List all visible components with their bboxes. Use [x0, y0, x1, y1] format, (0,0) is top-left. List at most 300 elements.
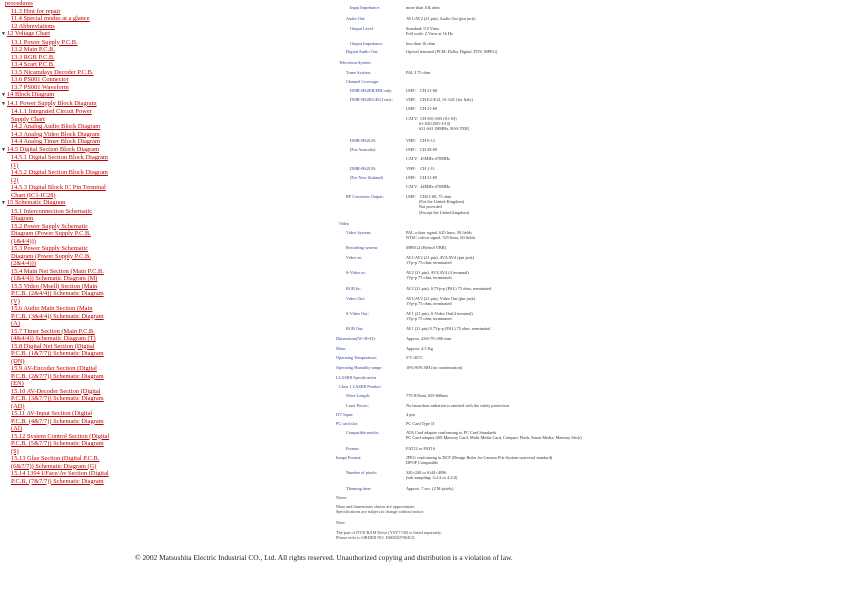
bookmark-text: P.C.B. (7&7/7)) Schematic Diagram [11, 477, 104, 485]
spec-label: LLASER Specification [336, 375, 376, 380]
spec-value: Optical terminal (PCM, Dolby Digital, DTS, MPEG) [406, 49, 498, 54]
spec-label: Image Format: [336, 455, 362, 460]
spec-value: PC Card Type II [406, 421, 435, 426]
spec-label: (For New Zealand) [350, 175, 383, 180]
bookmark-text: 14.5 Digital Section Block Diagram [6, 145, 100, 153]
spec-label: Video System: [346, 230, 372, 235]
bookmark-label[interactable] [11, 328, 118, 336]
bookmark-label-cont[interactable] [11, 350, 118, 358]
spec-row [336, 393, 591, 398]
spec-label: RGB In: [346, 286, 361, 291]
spec-label: (For Australia) [350, 147, 376, 152]
bookmark-text: (1&4/4)) Schematic Diagram (M) [11, 275, 98, 282]
bookmark-item[interactable] [0, 84, 118, 92]
bookmark-label-cont[interactable] [11, 275, 118, 283]
expand-triangle-icon[interactable]: ▼ [1, 201, 6, 206]
spec-value: FAT12 or FAT16 [406, 446, 435, 451]
spec-row [336, 296, 591, 306]
spec-row [336, 147, 591, 152]
bookmark-text: (1) [11, 161, 19, 169]
bookmark-text: 11.4 Special modes at a glance [11, 15, 90, 22]
bookmark-label[interactable] [5, 0, 118, 8]
spec-page [336, 0, 596, 560]
spec-label: Operating Humidity range: [336, 365, 383, 370]
bookmark-label[interactable] [11, 8, 118, 16]
spec-value: 775-815nm, 655-666nm [406, 393, 448, 398]
bookmark-item[interactable] [0, 76, 118, 84]
spec-label: Number of pixels: [346, 470, 378, 475]
spec-value: ATA Card adapter conforming to PC Card Standards PC Card adapter (SD Memory Card, Multi Media Card, Compact Flash, Smart Media, Memory Stick) [406, 430, 582, 441]
bookmark-item[interactable] [0, 283, 118, 306]
spec-row [336, 455, 591, 465]
spec-row [336, 79, 591, 84]
spec-row [336, 311, 591, 321]
bookmark-label-cont[interactable] [11, 448, 118, 456]
bookmark-label[interactable] [11, 69, 118, 77]
bookmark-label-cont[interactable] [11, 177, 118, 185]
spec-label: DV Input: [336, 412, 354, 417]
bookmark-text: P.C.B. (1&7/7)) Schematic Diagram [11, 350, 104, 357]
spec-value: AV1 (21 pin) 0.7Vp-p (PAL) 75 ohm, terminated [406, 326, 491, 331]
spec-row [336, 60, 591, 65]
spec-value: AV1/AV2 (21 pin), Audio Out (pin jack) [406, 16, 476, 21]
bookmark-label-cont[interactable] [11, 290, 118, 298]
spec-row [336, 384, 591, 389]
spec-label: Input Impedance: [350, 5, 381, 10]
bookmark-label-cont[interactable] [11, 298, 118, 306]
bookmark-text: 15 Schematic Diagram [6, 199, 66, 206]
spec-row [336, 336, 591, 341]
spec-value: UHF: CH21-68, 75 ohm (For the United Kingdom) Not provided (Except the United kingdom) [406, 194, 470, 215]
bookmark-item[interactable] [0, 184, 118, 199]
bookmark-label-cont[interactable] [11, 463, 118, 471]
spec-value: 320×240 to 6144×4096 (sub sampling: 4:2:2 or 4:2:0) [406, 470, 458, 481]
bookmark-item[interactable] [0, 268, 118, 283]
bookmark-label[interactable] [11, 76, 118, 84]
bookmark-label-cont[interactable] [11, 478, 118, 486]
spec-row [336, 421, 591, 426]
bookmark-label[interactable] [11, 54, 118, 62]
spec-value: UHF: CH 21-69 [406, 175, 438, 180]
bookmark-label[interactable] [11, 138, 118, 146]
bookmark-text: (2&4/4))) [11, 260, 36, 267]
spec-row [336, 470, 591, 480]
bookmark-item[interactable] [0, 146, 118, 155]
bookmark-text: 13.6 PS001 Connector [11, 76, 69, 83]
spec-value: more than 10k ohm [406, 5, 440, 10]
spec-row [336, 26, 591, 36]
bookmark-label[interactable] [11, 61, 118, 69]
spec-row [336, 166, 591, 171]
bookmark-item[interactable] [0, 365, 118, 388]
bookmark-text: 15.9 AV-Encoder Section (Digital [11, 365, 97, 372]
bookmark-text: 14 Block Diagram [6, 91, 55, 98]
bookmark-label-cont[interactable] [11, 253, 118, 261]
bookmark-label[interactable] [1, 100, 118, 109]
bookmark-text: Supply Chart [11, 115, 45, 123]
bookmark-label[interactable] [11, 39, 118, 47]
bookmark-text: Diagram (Power Supply P.C.B. [11, 230, 91, 237]
bookmark-label-cont[interactable] [11, 320, 118, 328]
spec-value: AV1 (21 pin), S-Video Out(4 terminal) 1Vp-p 75 ohm, terminated [406, 311, 473, 322]
spec-value: VHF: CH 0-12 [406, 138, 436, 143]
bookmark-text: 15.5 Video (Msell) Section (Main [11, 282, 98, 290]
bookmark-label[interactable] [11, 410, 118, 418]
spec-row [336, 156, 591, 161]
spec-value: CATV: 44MHz-470MHz [406, 184, 451, 189]
spec-label: Tuner System: [346, 70, 372, 75]
bookmark-label-cont[interactable] [11, 373, 118, 381]
spec-label: Video in: [346, 255, 362, 260]
bookmarks-sidebar [0, 0, 118, 595]
expand-triangle-icon[interactable]: ▼ [1, 147, 6, 153]
bookmark-label[interactable] [11, 123, 118, 131]
spec-value: 4 pin [406, 412, 415, 417]
bookmark-label-cont[interactable] [11, 192, 118, 200]
spec-value: JPEG conforming to DCF (Design Rules for Camera File System universal standard) DPOF Compatible [406, 455, 553, 466]
bookmark-item[interactable] [0, 138, 118, 146]
bookmark-text: P.C.B. (5&7/7)) Schematic Diagram [11, 440, 104, 447]
spec-row [336, 430, 591, 440]
bookmark-label[interactable] [11, 305, 118, 313]
bookmark-label[interactable] [11, 23, 118, 31]
spec-row [336, 41, 591, 46]
spec-label: Operating Temperature: [336, 355, 378, 360]
bookmark-text: (S) [11, 447, 19, 455]
bookmark-text: 15.2 Power Supply Schematic [11, 222, 89, 230]
spec-label: Compatible media: [346, 430, 379, 435]
bookmark-item[interactable] [0, 8, 118, 16]
bookmark-item[interactable] [0, 410, 118, 433]
bookmark-text: 15.12 System Control Section (Digital [11, 432, 110, 440]
spec-label: Class 1 LASER Product [339, 384, 381, 389]
expand-triangle-icon[interactable]: ▼ [1, 32, 6, 37]
spec-label: RGB Out: [346, 326, 364, 331]
spec-label: DMR-HS2EG/EGI only: [350, 97, 393, 102]
bookmark-list [0, 0, 118, 485]
spec-value: AV2 (21 pin), 0.7Vp-p (PAL) 75 ohm, terminated [406, 286, 492, 291]
bookmark-text: (6&7/7)) Schematic Diagram (G) [11, 462, 97, 470]
bookmark-label-cont[interactable] [11, 380, 118, 388]
bookmark-text: 13.4 Scart P.C.B. [11, 61, 55, 68]
bookmark-label[interactable] [1, 91, 118, 100]
expand-triangle-icon[interactable]: ▼ [1, 101, 6, 107]
bookmark-text: 12 Abbreviations [11, 22, 55, 30]
spec-row [336, 184, 591, 189]
bookmark-item[interactable] [0, 61, 118, 69]
bookmark-item[interactable] [0, 223, 118, 246]
note-text: Notes: [336, 495, 348, 500]
bookmark-item[interactable] [0, 30, 118, 39]
bookmark-label-cont[interactable] [11, 215, 118, 223]
spec-row [336, 5, 591, 10]
spec-value: CATV: CH S01-S05 (S1-S3) S1-S20 (M1-U10) S21-S41 [HMHz, BAS TER] [406, 116, 470, 132]
spec-row [336, 230, 591, 240]
spec-label: Digital Audio Out: [346, 49, 379, 54]
bookmark-item[interactable] [0, 46, 118, 54]
spec-label [336, 184, 406, 189]
bookmark-label[interactable] [11, 108, 118, 116]
bookmark-item[interactable] [0, 245, 118, 268]
bookmark-item[interactable] [0, 388, 118, 411]
spec-value: AV2 (21 pin), AV3/AV4 (4 terminal) 1Vp-p 75 ohm, terminated [406, 270, 469, 281]
bookmark-label-cont[interactable] [11, 358, 118, 366]
bookmark-text: (AD) [11, 402, 25, 410]
bookmark-label[interactable] [11, 223, 118, 231]
bookmark-text: 13.1 Power Supply P.C.B. [11, 38, 78, 46]
bookmark-text: Diagram [11, 215, 34, 222]
bookmark-text: Chart (IC1-IC28) [11, 191, 56, 199]
spec-row [336, 88, 591, 93]
spec-value: MPEG2 (Hybrid VBR) [406, 245, 447, 250]
bookmark-text: (EN) [11, 380, 24, 387]
bookmark-item[interactable] [0, 23, 118, 31]
bookmark-text: 15.13 Glue Section (Digital P.C.B. [11, 455, 100, 462]
spec-label: Audio Out: [346, 16, 366, 21]
bookmark-text: 12 Voltage Chart [6, 30, 51, 37]
spec-row [336, 97, 591, 102]
spec-row [336, 286, 591, 291]
bookmark-item[interactable] [0, 470, 118, 485]
bookmark-label[interactable] [11, 15, 118, 23]
bookmark-label[interactable] [11, 169, 118, 177]
bookmark-text: procedures [5, 0, 34, 7]
spec-label [336, 106, 406, 111]
bookmark-text: 15.6 Audio Main Section (Main [11, 305, 93, 312]
spec-row [336, 116, 591, 132]
spec-value: AV1/AV2 (21 pin), AV3/AV4 (pin jack) 1Vp-p 75 ohm, terminated [406, 255, 474, 266]
bookmark-text: 14.1.1 Integrated Circuit Power [11, 108, 92, 115]
spec-value: Approx. 4.5 Kg [406, 346, 433, 351]
bookmark-label[interactable] [11, 154, 118, 162]
spec-value: Approx. 7 sec. (2 M pixels) [406, 486, 454, 491]
bookmark-item[interactable] [0, 305, 118, 328]
spec-row [336, 70, 591, 75]
spec-value: Approx. 430×79×306 mm [406, 336, 452, 341]
bookmark-item[interactable] [0, 108, 118, 123]
bookmark-item[interactable] [0, 199, 118, 208]
bookmark-label[interactable] [11, 131, 118, 139]
bookmark-text: (V) [11, 297, 20, 305]
bookmark-label-cont[interactable] [11, 116, 118, 124]
bookmark-item[interactable] [0, 39, 118, 47]
spec-value: Standard: 0.5 Vrms Full scale: 2 Vrms at 1k Hz [406, 26, 453, 37]
spec-value: CATV: 45MHz-470MHz [406, 156, 451, 161]
bookmark-text: P.C.B. (2&4/4)) Schematic Diagram [11, 290, 104, 297]
spec-value: UHF: CH 28-69 [406, 147, 438, 152]
spec-label: Recording system: [346, 245, 379, 250]
spec-label [336, 116, 406, 132]
spec-value: AV1/AV2 (21 pin), Video Out (pin jack) 1Vp-p 75 ohm, terminated [406, 296, 476, 307]
spec-label [336, 156, 406, 161]
spec-label: Dimensions(W×H×D): [336, 336, 376, 341]
bookmark-item[interactable] [0, 15, 118, 23]
spec-row [336, 446, 591, 451]
bookmark-label-cont[interactable] [11, 395, 118, 403]
bookmark-text: 13.3 RGB P.C.B. [11, 53, 55, 61]
bookmark-item[interactable] [0, 91, 118, 100]
spec-label: Laser Power: [346, 403, 369, 408]
bookmark-label[interactable] [11, 84, 118, 92]
bookmark-label-cont[interactable] [11, 162, 118, 170]
bookmark-item[interactable] [0, 100, 118, 109]
spec-value: UHF: CH 21-69 [406, 106, 438, 111]
bookmark-item[interactable] [0, 343, 118, 366]
bookmark-label[interactable] [11, 455, 118, 463]
bookmark-text: 11.3 Hint for repair [11, 7, 61, 15]
expand-triangle-icon[interactable]: ▼ [1, 93, 6, 98]
bookmark-item[interactable] [0, 208, 118, 223]
note-text: Mass and dimensions shown are approximate. Specifications are subject to change without notice. [336, 504, 425, 515]
spec-label: DMR-HS2EB/EBI only: [350, 88, 393, 93]
bookmark-label[interactable] [11, 433, 118, 441]
spec-row [336, 412, 591, 417]
bookmark-text: 14.2 Analog Audio Block Diagram [11, 123, 101, 130]
spec-value: VHF: CH 1-11 [406, 166, 435, 171]
copyright-notice: © 2002 Matsushita Electric Industrial CO., Ltd. All rights reserved. Unauthorized copying and distribution is a violation of law. [135, 553, 513, 562]
spec-label: Video Out: [346, 296, 365, 301]
spec-label: Thinning time: [346, 486, 372, 491]
spec-row [336, 375, 591, 380]
bookmark-item[interactable] [0, 131, 118, 139]
bookmark-text: 15.3 Power Supply Schematic [11, 245, 89, 252]
bookmark-label-cont[interactable] [11, 335, 118, 343]
bookmark-label[interactable] [11, 283, 118, 291]
bookmark-text: 15.10 AV-Decoder Section (Digital [11, 387, 101, 395]
spec-row [336, 255, 591, 265]
bookmark-label[interactable] [1, 199, 118, 208]
bookmark-label[interactable] [11, 268, 118, 276]
spec-row [336, 326, 591, 331]
spec-row [336, 49, 591, 54]
bookmark-label[interactable] [11, 208, 118, 216]
bookmark-text: 15.1 Interconnection Schematic [11, 207, 93, 215]
bookmark-item[interactable] [0, 0, 118, 8]
bookmark-text: 13.7 PS001 Waveform [11, 83, 69, 91]
spec-label: Format: [346, 446, 360, 451]
spec-label: Video [339, 221, 350, 226]
spec-label: Channel Coverage: [346, 79, 380, 84]
bookmark-label[interactable] [11, 46, 118, 54]
bookmark-text: 13.2 Main P.C.B. [11, 46, 56, 53]
spec-label: RF Converter Output: [346, 194, 384, 199]
bookmark-text: 15.4 Main Net Section (Main P.C.B. [11, 267, 104, 275]
bookmark-text: 14.5.2 Digital Section Block Diagram [11, 169, 108, 176]
spec-row [336, 16, 591, 21]
bookmark-text: 14.1 Power Supply Block Diagram [6, 99, 97, 107]
spec-row [336, 486, 591, 491]
bookmark-item[interactable] [0, 123, 118, 131]
bookmark-text: 14.4 Analog Timer Block Diagram [11, 138, 100, 145]
bookmark-item[interactable] [0, 69, 118, 77]
bookmark-item[interactable] [0, 328, 118, 343]
spec-row [336, 346, 591, 351]
bookmark-text: P.C.B. (2&7/7)) Schematic Diagram [11, 372, 104, 380]
note-text: Note: [336, 520, 346, 525]
spec-row [336, 175, 591, 180]
bookmark-text: (4&4/4)) Schematic Diagram (T) [11, 335, 96, 342]
spec-value: PAL colour signal, 625 lines, 50 fields NTSC colour signal, 525 lines, 60 fields [406, 230, 476, 241]
bookmark-label[interactable] [11, 388, 118, 396]
bookmark-label[interactable] [11, 184, 118, 192]
bookmark-item[interactable] [0, 154, 118, 169]
bookmark-text: P.C.B. (3&4/4)) Schematic Diagram [11, 312, 104, 320]
bookmark-label-cont[interactable] [11, 313, 118, 321]
spec-value: VHF: CH E2-E12, S1-S41 (for Italy) [406, 97, 473, 102]
bookmark-item[interactable] [0, 169, 118, 184]
spec-row [336, 403, 591, 408]
spec-label: Mass: [336, 346, 347, 351]
bookmark-label[interactable] [1, 146, 118, 155]
spec-label: DMR-HS2GN: [350, 166, 377, 171]
bookmark-label-cont[interactable] [11, 260, 118, 268]
bookmark-text: Diagram (Power Supply P.C.B. [11, 252, 91, 260]
spec-value: No hazardous radiation is emitted with the safety protection [406, 403, 509, 408]
bookmark-text: 15.8 Digital Net Section (Digital [11, 342, 95, 350]
note-text: The part of DVD RAM Drive (YSY7740) is listed separately. Please refer to ORDER NO. DSD0207004C0. [336, 530, 442, 541]
bookmark-text: 15.7 Timer Section (Main P.C.B. [11, 327, 95, 335]
bookmark-item[interactable] [0, 54, 118, 62]
spec-value: PAL I 75 ohm [406, 70, 431, 75]
bookmark-label[interactable] [11, 365, 118, 373]
bookmark-text: 13.5 Nicamdays Decoder P.C.B. [11, 68, 94, 76]
spec-label: PC card slot: [336, 421, 359, 426]
spec-label: Output Impedance: [350, 41, 384, 46]
bookmark-text: (2) [11, 176, 19, 184]
bookmark-label-cont[interactable] [11, 230, 118, 238]
bookmark-text: (A) [11, 320, 20, 327]
spec-label: Wave Length: [346, 393, 371, 398]
bookmark-label-cont[interactable] [11, 238, 118, 246]
bookmark-item[interactable] [0, 455, 118, 470]
bookmark-label-cont[interactable] [11, 425, 118, 433]
bookmark-label[interactable] [1, 30, 118, 39]
spec-row [336, 221, 591, 226]
bookmark-text: P.C.B. (4&7/7)) Schematic Diagram [11, 417, 104, 425]
spec-value: less than 1k ohm [406, 41, 436, 46]
bookmark-label[interactable] [11, 343, 118, 351]
spec-value: 10%-80% RH (no condensation) [406, 365, 463, 370]
spec-value: UHF: CH 21-68 [406, 88, 438, 93]
spec-row [336, 138, 591, 143]
spec-value: 5°C-40°C [406, 355, 424, 360]
spec-row [336, 106, 591, 111]
bookmark-label[interactable] [11, 470, 118, 478]
bookmark-item[interactable] [0, 433, 118, 456]
spec-label: Television System [339, 60, 371, 65]
spec-label: DMR-HS2GN: [350, 138, 377, 143]
bookmark-text: P.C.B. (3&7/7)) Schematic Diagram [11, 395, 104, 402]
bookmark-text: (1&4/4))) [11, 237, 36, 245]
bookmark-text: (DN) [11, 357, 25, 365]
bookmark-text: 14.5.1 Digital Section Block Diagram [11, 154, 108, 161]
bookmark-label-cont[interactable] [11, 403, 118, 411]
bookmark-text: (AI) [11, 425, 22, 432]
bookmark-label-cont[interactable] [11, 418, 118, 426]
bookmark-text: 15.11 AV-Input Section (Digital [11, 410, 93, 417]
spec-row [336, 245, 591, 250]
bookmark-text: 14.5.3 Digital Block IC Pin Terminal [11, 184, 106, 191]
spec-label: S-Video Out: [346, 311, 369, 316]
spec-row [336, 270, 591, 280]
spec-row [336, 355, 591, 360]
spec-row [336, 194, 591, 215]
bookmark-label[interactable] [11, 245, 118, 253]
spec-label: Output Level: [350, 26, 374, 31]
bookmark-label-cont[interactable] [11, 440, 118, 448]
spec-label: S-Video in: [346, 270, 366, 275]
bookmark-text: 15.14 1394 I/Face/Av Section (Digital [11, 470, 109, 477]
